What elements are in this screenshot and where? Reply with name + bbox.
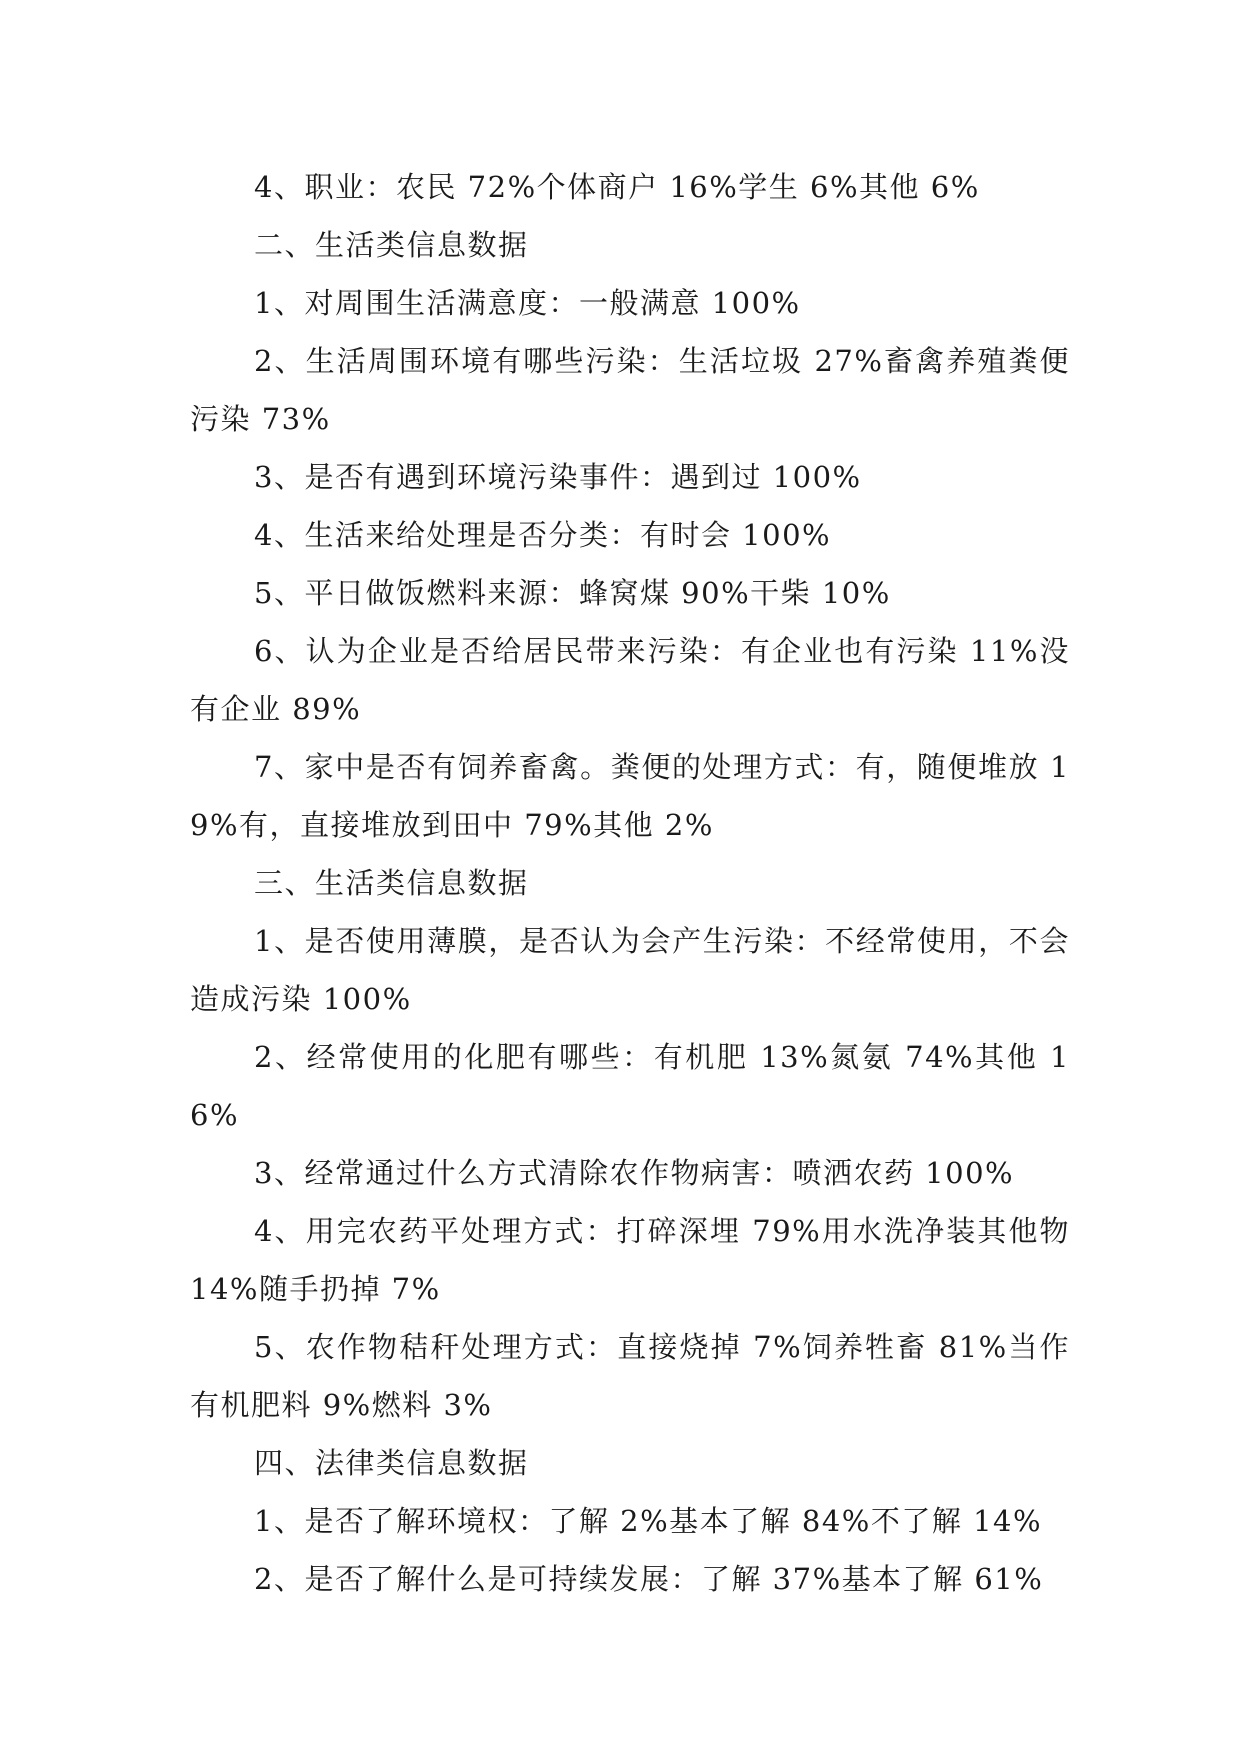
paragraph-plastic-film: 1、是否使用薄膜，是否认为会产生污染：不经常使用，不会造成污染 100% [190,924,1070,1016]
paragraph-pollution-events: 3、是否有遇到环境污染事件：遇到过 100% [254,460,862,494]
section-heading-3: 三、生活类信息数据 [254,866,529,900]
paragraph-garbage-sorting: 4、生活来给处理是否分类：有时会 100% [254,518,832,552]
paragraph-enterprise-pollution: 6、认为企业是否给居民带来污染：有企业也有污染 11%没有企业 89% [190,634,1070,726]
paragraph-pest-control: 3、经常通过什么方式清除农作物病害：喷洒农药 100% [254,1156,1015,1190]
paragraph-cooking-fuel: 5、平日做饭燃料来源：蜂窝煤 90%干柴 10% [254,576,891,610]
paragraph-environmental-rights: 1、是否了解环境权：了解 2%基本了解 84%不了解 14% [254,1504,1043,1538]
paragraph-livestock-manure: 7、家中是否有饲养畜禽。粪便的处理方式：有，随便堆放 19%有，直接堆放到田中 79%其他 2% [190,750,1070,842]
paragraph-fertilizer: 2、经常使用的化肥有哪些：有机肥 13%氮氨 74%其他 16% [190,1040,1070,1132]
paragraph-occupation: 4、职业：农民 72%个体商户 16%学生 6%其他 6% [254,170,980,204]
paragraph-pesticide-disposal: 4、用完农药平处理方式：打碎深埋 79%用水洗净装其他物 14%随手扔掉 7% [190,1214,1070,1306]
section-heading-2: 二、生活类信息数据 [254,228,529,262]
document-body [190,158,1070,1608]
paragraph-sustainable-development: 2、是否了解什么是可持续发展：了解 37%基本了解 61% [254,1562,1044,1596]
paragraph-life-satisfaction: 1、对周围生活满意度：一般满意 100% [254,286,801,320]
paragraph-straw-disposal: 5、农作物秸秆处理方式：直接烧掉 7%饲养牲畜 81%当作有机肥料 9%燃料 3% [190,1330,1070,1422]
paragraph-pollution-types: 2、生活周围环境有哪些污染：生活垃圾 27%畜禽养殖粪便污染 73% [190,344,1070,436]
section-heading-4: 四、法律类信息数据 [254,1446,529,1480]
